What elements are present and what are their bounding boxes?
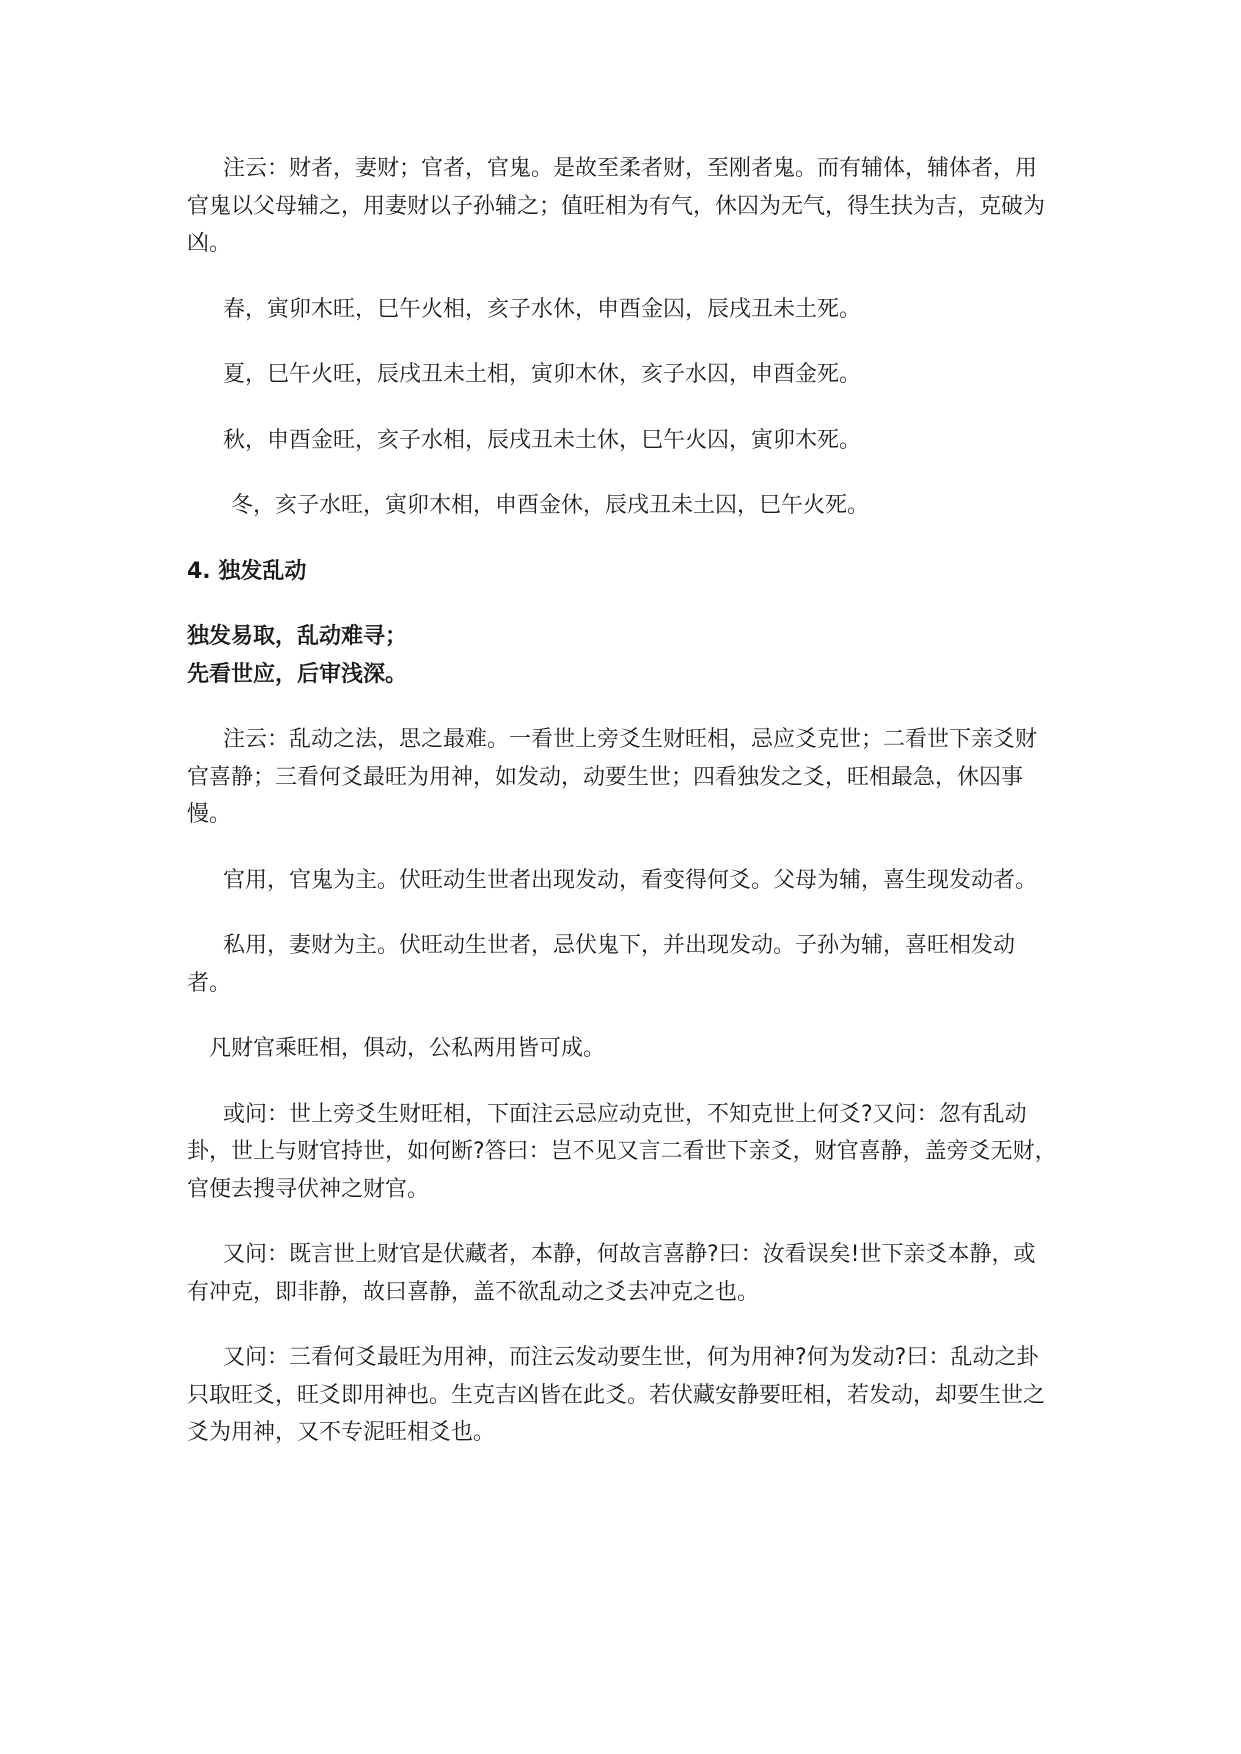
paragraph-question-3: 又问：三看何爻最旺为用神，而注云发动要生世，何为用神?何为发动?曰：乱动之卦只取旺爻，旺爻即用神也。生克吉凶皆在此爻。若伏藏安静要旺相，若发动，却要生世之爻为用神，又不专泥旺相爻也。 xyxy=(187,1345,1046,1445)
paragraph-summer: 夏，巳午火旺，辰戌丑未土相，寅卯木休，亥子水囚，申酉金死。 xyxy=(223,362,862,387)
document-body xyxy=(187,150,1057,1480)
paragraph-autumn: 秋，申酉金旺，亥子水相，辰戌丑未土休，巳午火囚，寅卯木死。 xyxy=(223,427,862,453)
verse-block xyxy=(187,618,1057,693)
paragraph-note-wealth-official: 注云：财者，妻财；官者，官鬼。是故至柔者财，至刚者鬼。而有辅体，辅体者，用官鬼以父母辅之，用妻财以子孙辅之；值旺相为有气，休囚为无气，得生扶为吉，克破为凶。 xyxy=(187,156,1046,256)
section-heading: 4. 独发乱动 xyxy=(187,558,307,584)
paragraph-both-uses: 凡财官乘旺相，俱动，公私两用皆可成。 xyxy=(209,1036,606,1061)
paragraph-question-2: 又问：既言世上财官是伏藏者，本静，何故言喜静?曰：汝看误矣!世下亲爻本静，或有冲克，即非静，故曰喜静，盖不欲乱动之爻去冲克之也。 xyxy=(187,1242,1036,1305)
paragraph-note-chaotic-movement: 注云：乱动之法，思之最难。一看世上旁爻生财旺相，忌应爻克世；二看世下亲爻财官喜静；三看何爻最旺为用神，如发动，动要生世；四看独发之爻，旺相最急，休囚事慢。 xyxy=(187,727,1038,827)
paragraph-private-use: 私用，妻财为主。伏旺动生世者，忌伏鬼下，并出现发动。子孙为辅，喜旺相发动者。 xyxy=(187,933,1016,996)
paragraph-official-use: 官用，官鬼为主。伏旺动生世者出现发动，看变得何爻。父母为辅，喜生现发动者。 xyxy=(223,867,1038,893)
verse-line-1: 独发易取，乱动难寻； xyxy=(187,624,408,649)
paragraph-spring: 春，寅卯木旺，巳午火相，亥子水休，申酉金囚，辰戌丑未土死。 xyxy=(223,296,862,322)
paragraph-question-1: 或问：世上旁爻生财旺相，下面注云忌应动克世，不知克世上何爻?又问：忽有乱动卦，世上与财官持世，如何断?答曰：岂不见又言二看世下亲爻，财官喜静，盖旁爻无财，官便去搜寻伏神之财官。 xyxy=(187,1101,1057,1202)
verse-line-2: 先看世应，后审浅深。 xyxy=(187,661,408,687)
paragraph-winter: 冬，亥子水旺，寅卯木相，申酉金休，辰戌丑未土囚，巳午火死。 xyxy=(231,493,870,518)
